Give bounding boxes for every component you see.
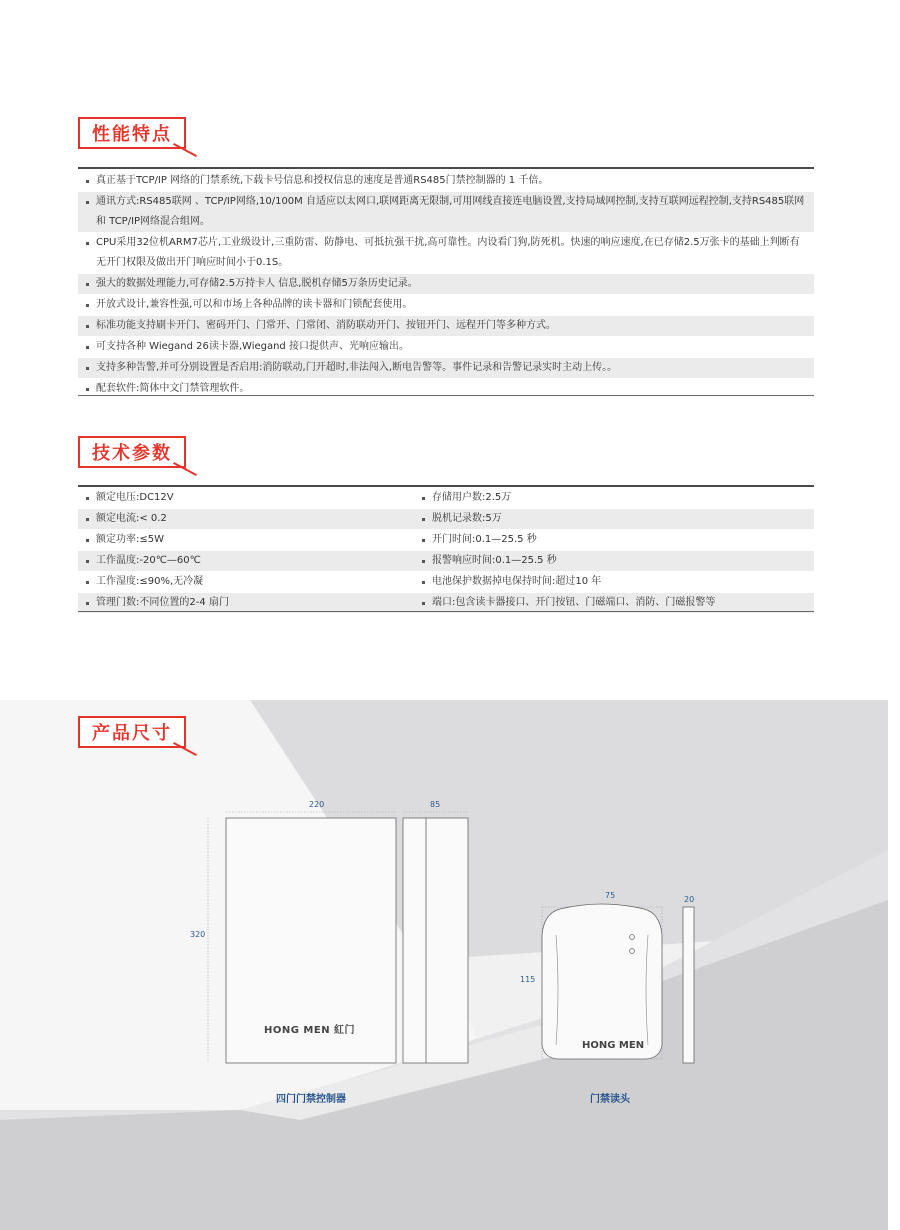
spec-text: 额定功率:≤5W [96, 534, 164, 545]
spec-cell [414, 593, 750, 613]
specs-title-text: 技术参数 [92, 443, 172, 464]
bullet-icon [86, 325, 89, 328]
spec-text: 额定电流:< 0.2 [96, 513, 167, 524]
bullet-icon [86, 346, 89, 349]
dimensions-title-text: 产品尺寸 [92, 723, 172, 744]
feature-text: CPU采用32位机ARM7芯片,工业级设计,三重防雷、防静电、可抵抗强干扰,高可靠性。内设看门狗,防死机。快速的响应速度,在已存储2.5万张卡的基础上判断有无开门权限及做出开门响应时间小于0.1S。 [96, 237, 800, 268]
bullet-icon [422, 539, 425, 542]
controller-height-label: 320 [190, 930, 206, 939]
controller-brand-logo: HONG MEN 紅门 [264, 1025, 356, 1036]
spec-cell [414, 488, 750, 508]
feature-item [78, 379, 814, 399]
feature-text: 开放式设计,兼容性强,可以和市场上各种品牌的读卡器和门锁配套使用。 [96, 299, 413, 310]
title-tail [166, 143, 196, 169]
bullet-icon [86, 539, 89, 542]
feature-text: 可支持各种 Wiegand 26读卡器,Wiegand 接口提供声、光响应输出。 [96, 341, 409, 352]
feature-item [78, 233, 814, 273]
spec-row [78, 551, 814, 571]
feature-text: 配套软件:简体中文门禁管理软件。 [96, 383, 250, 394]
specs-bottom-rule [78, 611, 814, 612]
bullet-icon [422, 518, 425, 521]
feature-item [78, 171, 814, 191]
features-top-rule [78, 167, 814, 169]
feature-item [78, 295, 814, 315]
bullet-icon [86, 497, 89, 500]
spec-row [78, 530, 814, 550]
bullet-icon [86, 581, 89, 584]
features-list [78, 171, 814, 400]
spec-cell [78, 551, 414, 571]
feature-item [78, 316, 814, 336]
features-title-text: 性能特点 [92, 124, 172, 145]
reader-depth-label: 20 [684, 895, 695, 904]
spec-row [78, 509, 814, 529]
spec-text: 开门时间:0.1—25.5 秒 [432, 534, 537, 545]
reader-width-label: 75 [605, 891, 616, 900]
spec-cell [78, 509, 414, 529]
spec-text: 脱机记录数:5万 [432, 513, 502, 524]
reader-brand-logo: HONG MEN [582, 1040, 645, 1051]
feature-item [78, 337, 814, 357]
feature-text: 真正基于TCP/IP 网络的门禁系统,下载卡号信息和授权信息的速度是普通RS485门禁控制器的 1 千倍。 [96, 175, 549, 186]
bullet-icon [422, 560, 425, 563]
bullet-icon [86, 242, 89, 245]
spec-row [78, 572, 814, 592]
feature-item [78, 274, 814, 294]
spec-cell [414, 509, 750, 529]
controller-depth-label: 85 [430, 800, 441, 809]
bullet-icon [86, 367, 89, 370]
spec-cell [414, 551, 750, 571]
feature-text: 通讯方式:RS485联网 、TCP/IP网络,10/100M 自适应以太网口,联网距离无限制,可用网线直接连电脑设置,支持局域网控制,支持互联网远程控制,支持RS485联网 和 TCP/IP网络混合组网。 [96, 196, 805, 227]
spec-cell [414, 572, 750, 592]
spec-row [78, 488, 814, 508]
spec-text: 额定电压:DC12V [96, 492, 174, 503]
feature-item [78, 192, 814, 232]
specs-top-rule [78, 485, 814, 487]
specs-title [78, 436, 186, 468]
dimensions-title [78, 716, 186, 748]
controller-width-label: 220 [309, 800, 325, 809]
spec-text: 管理门数:不同位置的2-4 扇门 [96, 597, 229, 608]
spec-text: 工作湿度:≤90%,无冷凝 [96, 576, 204, 587]
spec-cell [78, 593, 414, 613]
spec-row [78, 593, 814, 613]
feature-text: 支持多种告警,并可分别设置是否启用:消防联动,门开超时,非法闯入,断电告警等。事件记录和告警记录实时主动上传。。 [96, 362, 618, 373]
bullet-icon [86, 283, 89, 286]
bullet-icon [86, 201, 89, 204]
bullet-icon [86, 304, 89, 307]
bullet-icon [86, 180, 89, 183]
spec-text: 存储用户数:2.5万 [432, 492, 512, 503]
spec-text: 电池保护数据掉电保持时间:超过10 年 [432, 576, 602, 587]
bullet-icon [422, 602, 425, 605]
features-bottom-rule [78, 395, 814, 396]
feature-text: 标准功能支持刷卡开门、密码开门、门常开、门常闭、消防联动开门、按钮开门、远程开门等多种方式。 [96, 320, 556, 331]
spec-cell [78, 530, 414, 550]
spec-text: 工作温度:-20℃—60℃ [96, 555, 201, 566]
bullet-icon [86, 518, 89, 521]
bullet-icon [422, 581, 425, 584]
spec-cell [78, 572, 414, 592]
controller-caption: 四门门禁控制器 [276, 1094, 346, 1105]
spec-cell [78, 488, 414, 508]
bullet-icon [422, 497, 425, 500]
specs-grid [78, 488, 814, 614]
spec-text: 报警响应时间:0.1—25.5 秒 [432, 555, 557, 566]
bullet-icon [86, 388, 89, 391]
spec-text: 端口:包含读卡器接口、开门按钮、门磁端口、消防、门磁报警等 [432, 597, 716, 608]
feature-text: 强大的数据处理能力,可存储2.5万持卡人 信息,脱机存储5万条历史记录。 [96, 278, 418, 289]
features-title [78, 117, 186, 149]
controller-drawing [200, 800, 480, 1080]
reader-height-label: 115 [520, 975, 536, 984]
bullet-icon [86, 560, 89, 563]
reader-caption: 门禁读头 [590, 1094, 630, 1105]
feature-item [78, 358, 814, 378]
bullet-icon [86, 602, 89, 605]
spec-cell [414, 530, 750, 550]
